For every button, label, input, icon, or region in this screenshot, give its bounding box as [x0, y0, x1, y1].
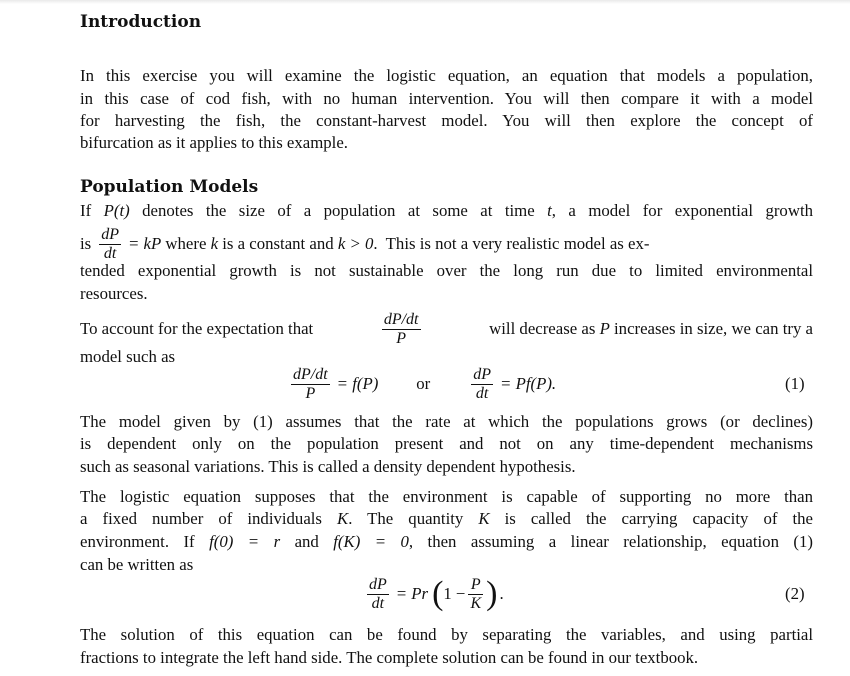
eq2-inner-fraction: $\frac{P}{K}$: [470, 575, 482, 612]
equation-2-number: (2): [785, 584, 805, 603]
logistic-line-1: The logistic equation supposes that the environment is capable of supporting no more than: [80, 487, 813, 506]
eq1-left-fraction: $\frac{dP/dt}{P}$: [293, 365, 328, 402]
model-line-1: The model given by (1) assumes that the rate at which the populations grows (or declines): [80, 412, 813, 431]
logistic-line-4: can be written as: [80, 555, 194, 574]
solution-line-1: The solution of this equation can be found by separating the variables, and using partial: [80, 625, 813, 644]
right-paren: ): [486, 575, 498, 612]
equation-2: $\frac{dP}{dt}$ = Pr ( 1 − $\frac{P}{K}$ ) .: [369, 575, 504, 612]
logistic-line-2: a fixed number of individuals K. The quantity K is called the carrying capacity of the: [80, 509, 813, 528]
account-line-1: To account for the expectation that $\frac{dP/dt}{P}$ will decrease as P increases in size, we can try a: [80, 310, 813, 347]
introduction-heading: Introduction: [80, 12, 202, 32]
intro-line-1: In this exercise you will examine the logistic equation, an equation that models a population,: [80, 66, 813, 85]
pop-line-3: tended exponential growth is not sustainable over the long run due to limited environmental: [80, 261, 813, 280]
fraction-dPdt-over-P: $\frac{dP/dt}{P}$: [383, 310, 419, 347]
equation-1: $\frac{dP/dt}{P}$ = f(P) or $\frac{dP}{dt}$ = Pf(P).: [293, 365, 557, 402]
model-line-3: such as seasonal variations. This is called a density dependent hypothesis.: [80, 457, 576, 476]
top-edge-shadow: [0, 0, 850, 4]
pop-line-2: is $\frac{dP}{dt}$ = kP where k is a constant and k > 0 . This is not a very realistic model as ex-: [80, 225, 650, 262]
logistic-line-3: environment. If f(0) = r and f(K) = 0, then assuming a linear relationship, equation (1): [80, 532, 813, 551]
intro-line-4: bifurcation as it applies to this example.: [80, 133, 348, 152]
eq1-right-fraction: $\frac{dP}{dt}$: [473, 365, 492, 402]
fraction-dP-dt: $\frac{dP}{dt}$: [101, 225, 119, 262]
eq2-left-fraction: $\frac{dP}{dt}$: [369, 575, 387, 612]
intro-line-3: for harvesting the fish, the constant-harvest model. You will then explore the concept of: [80, 111, 813, 130]
intro-line-2: in this case of cod fish, with no human intervention. You will then compare it with a model: [80, 89, 813, 108]
pop-line-4: resources.: [80, 284, 148, 303]
left-paren: (: [432, 575, 444, 612]
solution-line-2: fractions to integrate the left hand side. The complete solution can be found in our textbook.: [80, 648, 699, 667]
model-line-2: is dependent only on the population present and not on any time-dependent mechanisms: [80, 434, 813, 453]
equation-1-number: (1): [785, 374, 805, 393]
population-models-heading: Population Models: [80, 177, 259, 197]
account-line-2: model such as: [80, 347, 176, 366]
pop-line-1: If P(t) denotes the size of a population at some at time t, a model for exponential growth: [80, 201, 813, 220]
